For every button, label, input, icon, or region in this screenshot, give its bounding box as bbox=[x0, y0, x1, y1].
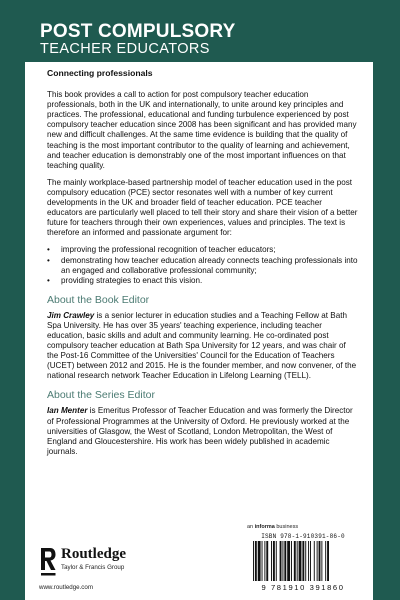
series-editor-name: Ian Menter bbox=[47, 406, 88, 416]
book-editor-name: Jim Crawley bbox=[47, 310, 95, 320]
content-panel bbox=[25, 62, 373, 600]
informa-suffix: business bbox=[274, 524, 299, 530]
list-item: • improving the professional recognition of teacher educators; bbox=[47, 245, 359, 255]
isbn-number: ISBN 978-1-910391-86-0 bbox=[261, 533, 345, 540]
cover-header bbox=[0, 0, 400, 62]
book-editor-heading: About the Book Editor bbox=[47, 293, 150, 306]
book-editor-bio bbox=[47, 311, 359, 382]
series-editor-bio-text: is Emeritus Professor of Teacher Education and was formerly the Director of Professional Programmes at the University of Oxford. He previously worked at the universities of Glasgow, the West of Scotland, London Metropolitan, the West of England and Gloucestershire. His work has been widely published in academic journals. bbox=[47, 406, 353, 456]
barcode-icon bbox=[249, 541, 357, 583]
book-editor-bio-text: is a senior lecturer in education studies and a Teaching Fellow at Bath Spa University. He has over 35 years' teaching experience, including teacher education, basic skills and adult and community learning. He co-ordinated post compulsory teacher education at Bath Spa University for 12 years, and was chair of the Post-16 Committee of the Universities' Council for the Education of Teachers (UCET) between 2012 and 2015. He is the founder member, and now convener, of the national research network Teacher Education in Lifelong Learning (TELL). bbox=[47, 310, 357, 381]
kicker-line: Connecting professionals bbox=[47, 68, 153, 78]
argument-list bbox=[47, 245, 359, 285]
list-item: • demonstrating how teacher education already connects teaching professionals into an engaged and collaborative professional community; bbox=[47, 256, 359, 276]
paragraph-model: The mainly workplace-based partnership model of teacher education used in the post compulsory education (PCE) sector resonates well with a number of key current developments in the UK and broader field of teacher education. PCE teacher educators are particularly well placed to tell their story and share their vision of a better future for teachers through their own experiences, values and principles. The text is therefore an informed and passionate argument for: bbox=[47, 177, 358, 238]
book-subtitle: TEACHER EDUCATORS bbox=[40, 41, 210, 57]
list-item: • providing strategies to enact this vision. bbox=[47, 276, 359, 286]
series-editor-heading: About the Series Editor bbox=[47, 389, 155, 402]
publisher-group: Taylor & Francis Group bbox=[61, 564, 125, 571]
blurb-text bbox=[47, 66, 359, 464]
barcode-digits: 9 781910 391860 bbox=[261, 583, 345, 592]
barcode-block bbox=[247, 533, 359, 591]
informa-prefix: an bbox=[247, 524, 255, 530]
publisher-website: www.routledge.com bbox=[39, 584, 93, 591]
paragraph-intro: This book provides a call to action for post compulsory teacher education professionals, both in the UK and internationally, to unite around key principles and practices. The professional, educational and funding turbulence experienced by post compulsory teacher education since 2008 has been significant and has provided many new and difficult challenges. At the same time evidence is building that the quality of teaching is the most important contributor to the quality of learning and achievement, and teacher education is demonstrably one of the most important influences on that teaching quality. bbox=[47, 90, 357, 170]
publisher-name: Routledge bbox=[61, 546, 126, 562]
informa-brand: informa bbox=[254, 524, 275, 530]
book-title: POST COMPULSORY bbox=[40, 21, 236, 42]
routledge-logo-icon bbox=[39, 546, 57, 580]
series-editor-bio bbox=[47, 406, 359, 456]
cover-footer bbox=[25, 524, 373, 600]
informa-line bbox=[247, 524, 298, 530]
